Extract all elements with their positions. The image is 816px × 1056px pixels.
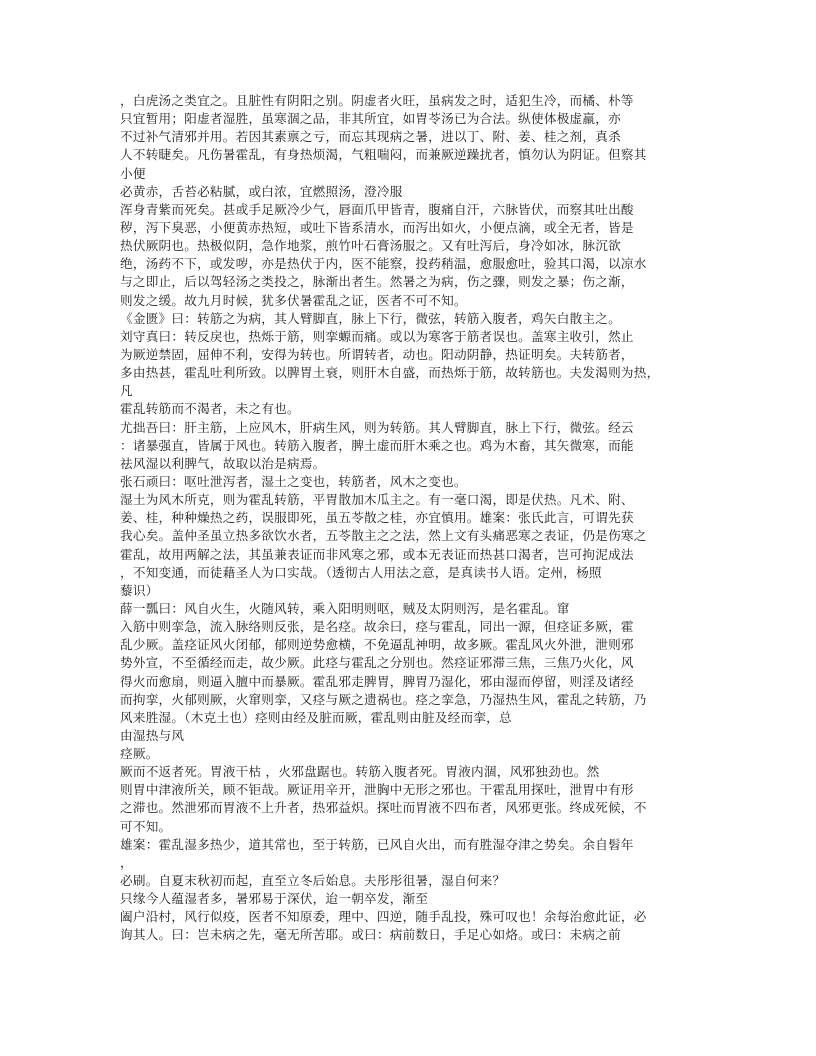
- text-line: 询其人。曰：岂未病之先，毫无所苦耶。或曰：病前数日，手足心如烙。或曰：未病之前: [120, 927, 621, 943]
- text-line: 人不转睫矣。凡伤暑霍乱，有身热烦渴，气粗喘闷，而兼厥逆躁扰者，慎勿认为阴证。但察其: [120, 147, 647, 163]
- text-line: 秽，泻下臭恶，小便黄赤热短，或吐下皆系清水，而泻出如火，小便点滴，或全无者，皆是: [120, 219, 634, 235]
- text-line: 薛一瓢曰：风自火生，火随风转，乘入阳明则呕，贼及太阴则泻，是名霍乱。窜: [120, 600, 570, 616]
- text-line: 霍乱转筋而不渴者，未之有也。: [120, 401, 300, 417]
- text-line: 必黄赤，舌苔必粘腻，或白浓，宜燃照汤，澄冷服: [120, 183, 403, 199]
- text-line: 浑身青紫而死矣。甚或手足厥冷少气，唇面爪甲皆青，腹痛自汗，六脉皆伏，而察其吐出酸: [120, 201, 634, 217]
- text-line: 姜、桂，种种燥热之药，误服即死，虽五苓散之桂，亦宜慎用。雄案：张氏此言，可谓先获: [120, 510, 634, 526]
- text-line: 热伏厥阴也。热极似阴，急作地浆，煎竹叶石膏汤服之。又有吐泻后，身冷如冰，脉沉欲: [120, 238, 621, 254]
- text-line: 只缘今人蕴湿者多，暑邪易于深伏，迨一朝卒发，渐至: [120, 891, 429, 907]
- text-line: 由湿热与风: [120, 727, 185, 743]
- text-line: [120, 945, 700, 963]
- text-line: 痉厥。: [120, 746, 159, 762]
- text-line: 必刷。自夏末秋初而起，直至立冬后始息。夫彤彤徂暑，湿自何来？: [120, 873, 506, 889]
- text-line: 绝，汤药不下，或发哕，亦是热伏于内，医不能察，投药稍温，愈服愈吐，验其口渴，以凉水: [120, 256, 647, 272]
- text-line: 小便: [120, 165, 146, 181]
- text-line: 之滞也。然泄邪而胃液不上升者，热邪益炽。探吐而胃液不四布者，风邪更张。终成死候，不: [120, 800, 647, 816]
- text-line: 不过补气清邪并用。若因其素禀之亏，而忘其现病之暑，进以丁、附、姜、桂之剂，真杀: [120, 129, 621, 145]
- text-line: 可不知。: [120, 818, 172, 834]
- text-line: 《金匮》曰：转筋之为病，其人臂脚直，脉上下行，微弦，转筋入腹者，鸡矢白散主之。: [120, 310, 621, 326]
- text-line: 入筋中则挛急，流入脉络则反张，是名痉。故余曰，痉与霍乱，同出一源，但痉证多厥，霍: [120, 619, 634, 635]
- text-line: ，不知变通，而徒藉圣人为口实哉。（透彻古人用法之意，是真读书人语。定州，杨照: [120, 564, 602, 580]
- text-line: 藜识）: [120, 582, 159, 598]
- text-line: 尤拙吾曰：肝主筋，上应风木，肝病生风，则为转筋。其人臂脚直，脉上下行，微弦。经云: [120, 419, 634, 435]
- text-line: 风来胜湿。（木克土也）痉则由经及脏而厥，霍乱则由脏及经而挛，总: [120, 709, 512, 725]
- text-line: 得火而愈扇，则逼入膻中而暴厥。霍乱邪走脾胃，脾胃乃湿化，邪由湿而停留，则淫及诸经: [120, 673, 634, 689]
- text-line: 霍乱，故用两解之法，其虽兼表证而非风寒之邪，或本无表证而热甚口渴者，岂可拘泥成法: [120, 546, 634, 562]
- text-line: 湿土为风木所克，则为霍乱转筋，平胃散加木瓜主之。有一毫口渴，即是伏热。凡术、附、: [120, 492, 634, 508]
- text-line: 则胃中津液所关，顾不钜哉。厥证用辛开，泄胸中无形之邪也。干霍乱用探吐，泄胃中有形: [120, 782, 634, 798]
- text-line: 我心矣。盖仲圣虽立热多欲饮水者，五苓散主之之法，然上文有头痛恶寒之表证，仍是伤寒之: [120, 528, 647, 544]
- text-line: 与之即止，后以驾轻汤之类投之，脉渐出者生。然暑之为病，伤之骤，则发之暴；伤之渐，: [120, 274, 634, 290]
- text-line: 阖户沿村，风行似疫，医者不知原委，理中、四逆，随手乱投，殊可叹也！余每治愈此证，必: [120, 909, 647, 925]
- text-line: 则发之缓。故九月时候，犹多伏暑霍乱之证，医者不可不知。: [120, 292, 467, 308]
- text-line: 为厥逆禁固，屈伸不利，安得为转也。所谓转者，动也。阳动阴静，热证明矣。夫转筋者，: [120, 346, 634, 362]
- document-page: [120, 92, 700, 963]
- text-line: ，: [120, 854, 133, 870]
- text-line: 而拘挛，火郁则厥，火窜则挛，又痉与厥之遗祸也。痉之挛急，乃湿热生风，霍乱之转筋，乃: [120, 691, 647, 707]
- text-line: 刘守真曰：转反戾也，热烁于筋，则挛螈而痛。或以为寒客于筋者误也。盖寒主收引，然止: [120, 328, 634, 344]
- text-line: 只宜暂用；阳虚者湿胜，虽寒涸之品，非其所宜，如胃苓汤已为合法。纵使体极虚羸，亦: [120, 111, 621, 127]
- text-line: 乱少厥。盖痉证风火闭郁，郁则逆势愈横，不免逼乱神明，故多厥。霍乱风火外泄，泄则邪: [120, 637, 634, 653]
- text-line: 凡: [120, 383, 133, 399]
- text-line: ，白虎汤之类宜之。且脏性有阴阳之别。阴虚者火旺，虽病发之时，适犯生冷，而橘、朴等: [120, 93, 634, 108]
- text-line: 雄案：霍乱湿多热少，道其常也，至于转筋，已风自火出，而有胜湿夺津之势矣。余自髫年: [120, 836, 634, 852]
- text-line: 张石顽曰：呕吐泄泻者，湿土之变也，转筋者，风木之变也。: [120, 473, 467, 489]
- text-line: 祛风湿以利脾气，故取以治是病焉。: [120, 455, 326, 471]
- text-line: 势外宣，不至循经而走，故少厥。此痉与霍乱之分别也。然痉证邪滞三焦，三焦乃火化，风: [120, 655, 634, 671]
- text-line: 厥而不返者死。胃液干枯 ，火邪盘踞也。转筋入腹者死。胃液内涸，风邪独劲也。然: [120, 764, 600, 780]
- text-line: 多由热甚，霍乱吐利所致。以脾胃土衰，则肝木自盛，而热烁于筋，故转筋也。夫发渴则为热，: [120, 365, 660, 381]
- text-line: ：诸暴强直，皆属于风也。转筋入腹者，脾土虚而肝木乘之也。鸡为木畜，其矢微寒，而能: [120, 437, 634, 453]
